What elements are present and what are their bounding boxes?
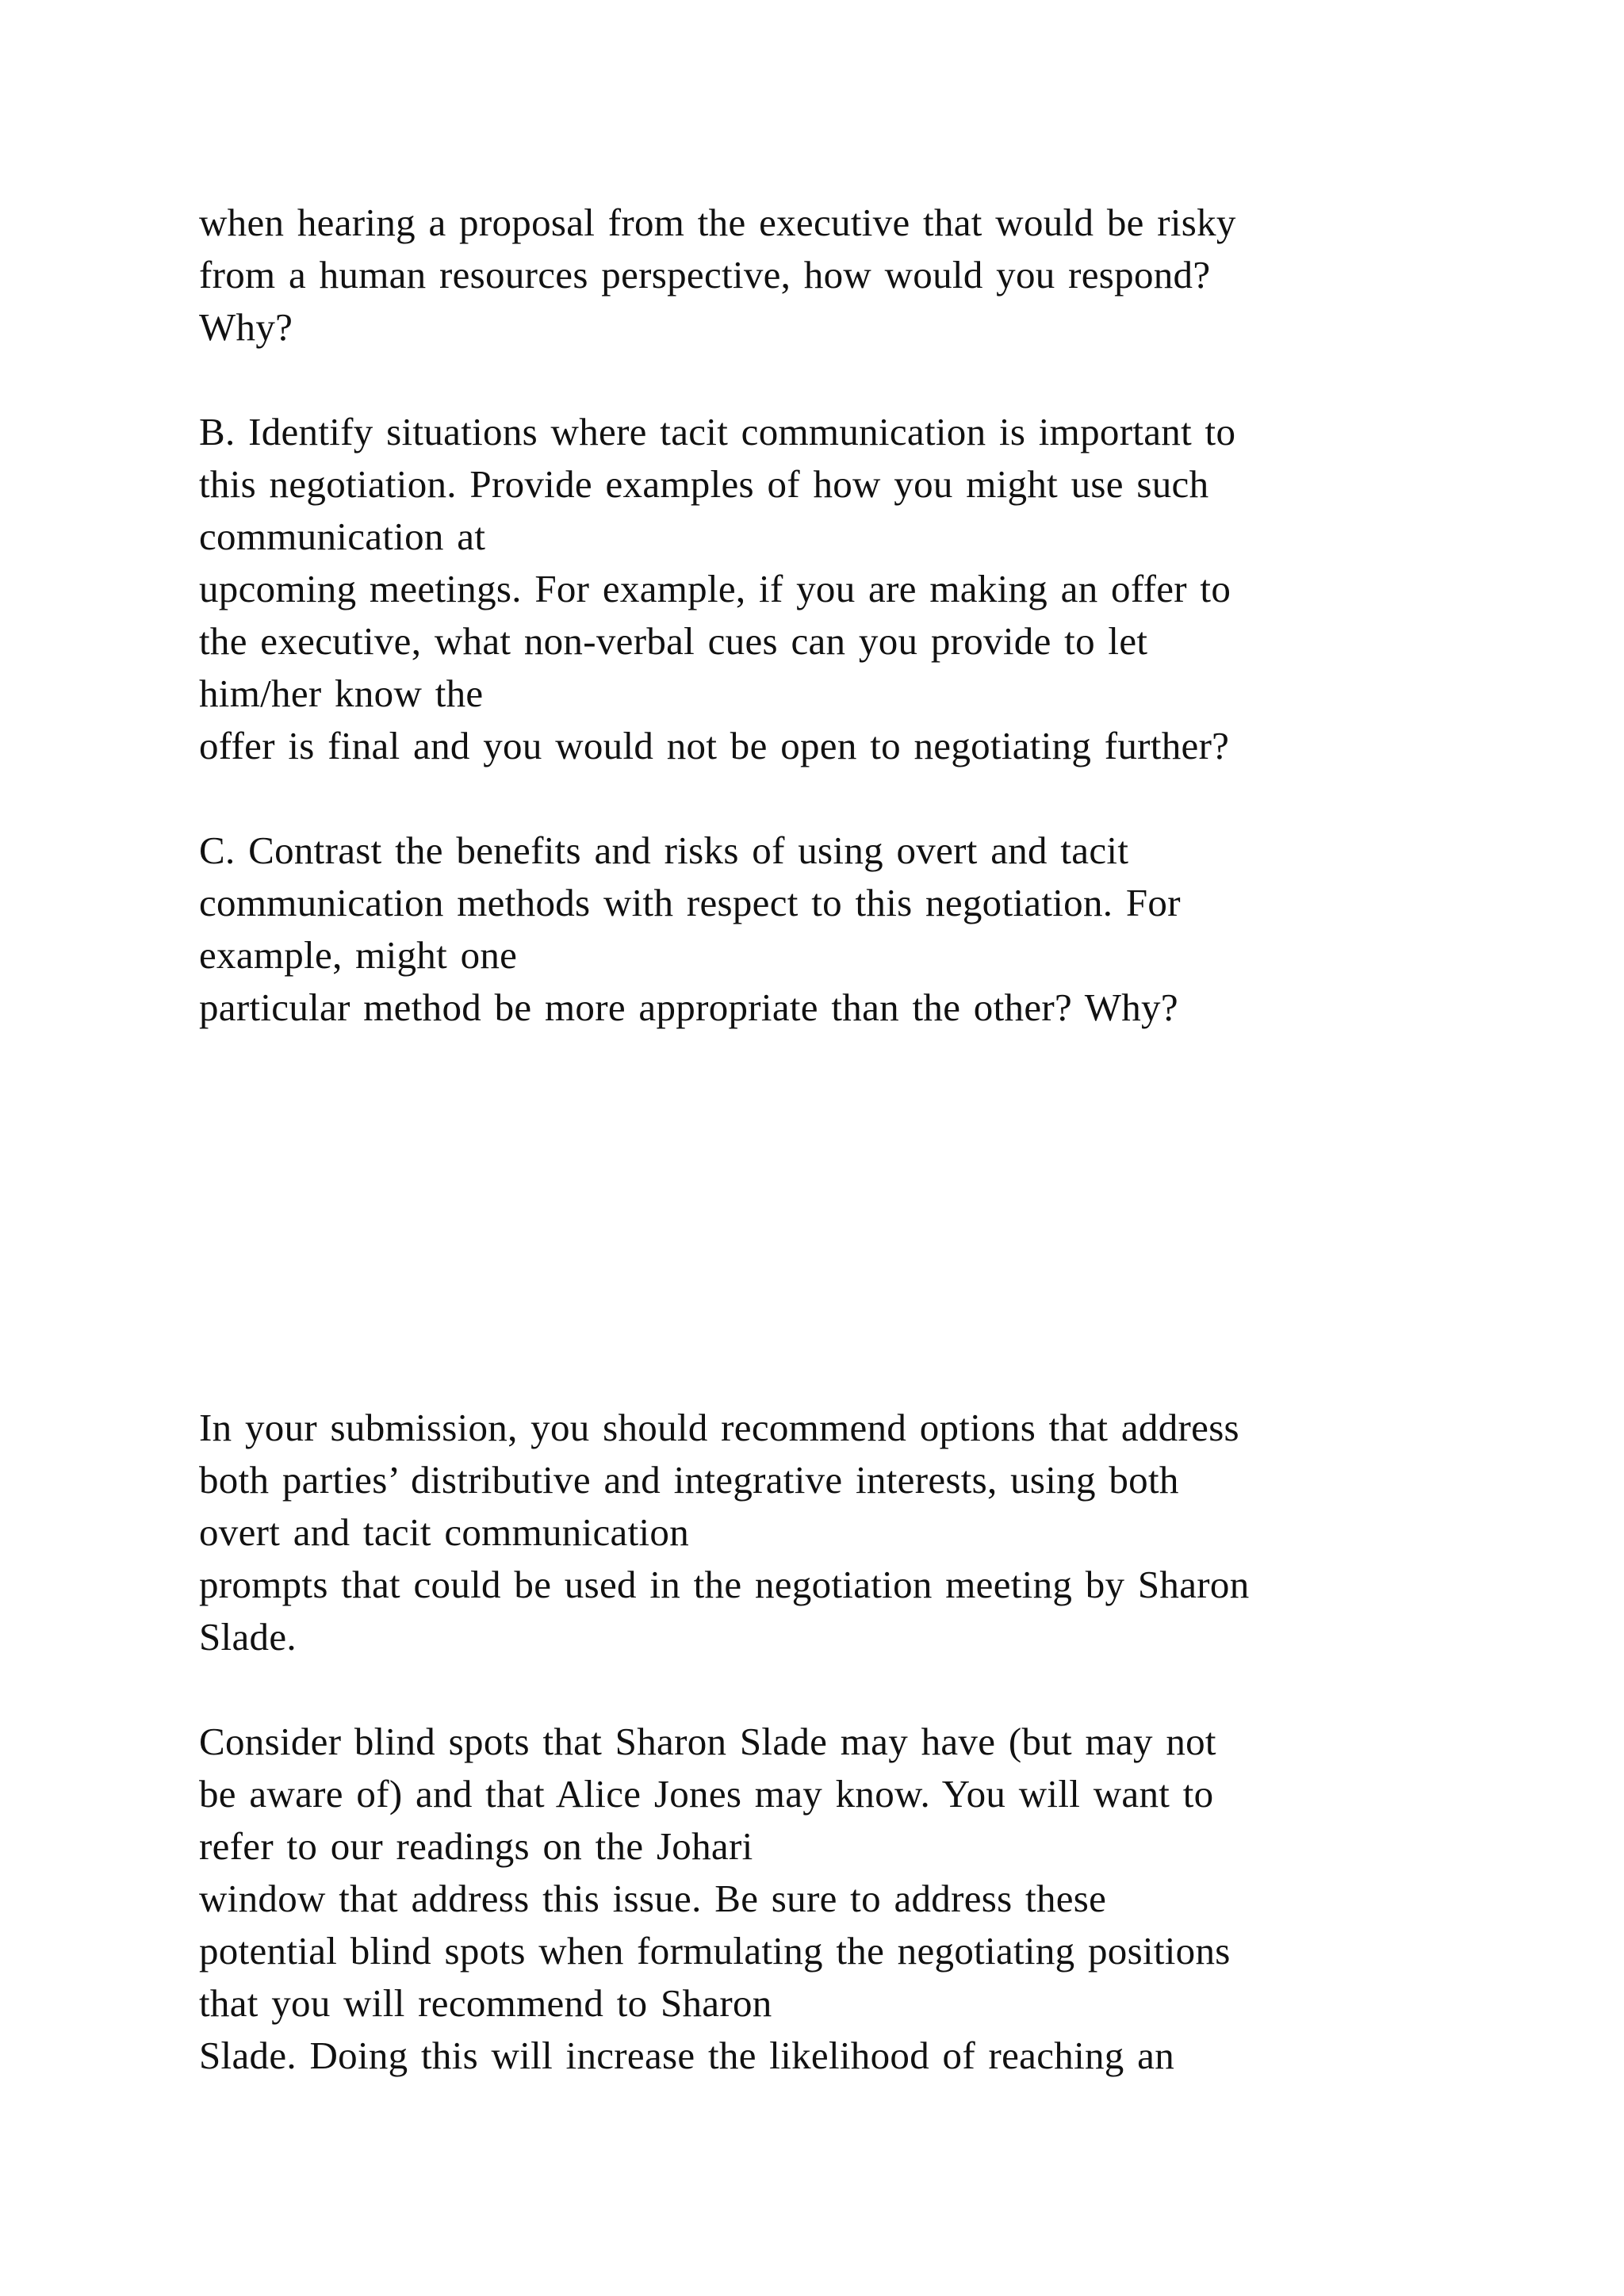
text-line: refer to our readings on the Johari <box>199 1824 753 1868</box>
text-line: C. Contrast the benefits and risks of using overt and tacit <box>199 828 1129 872</box>
text-line: him/her know the <box>199 672 484 715</box>
text-line: overt and tacit communication <box>199 1510 690 1554</box>
text-line: potential blind spots when formulating the negotiating positions <box>199 1929 1231 1973</box>
text-line: Slade. Doing this will increase the likelihood of reaching an <box>199 2034 1174 2077</box>
text-line: the executive, what non-verbal cues can you provide to let <box>199 619 1148 663</box>
text-line: offer is final and you would not be open to negotiating further? <box>199 724 1230 767</box>
text-line: this negotiation. Provide examples of how you might use such <box>199 462 1209 506</box>
text-line: Consider blind spots that Sharon Slade may have (but may not <box>199 1720 1216 1763</box>
text-line: communication methods with respect to this negotiation. For <box>199 881 1181 924</box>
text-line: Why? <box>199 305 293 349</box>
text-line: be aware of) and that Alice Jones may know. You will want to <box>199 1772 1214 1816</box>
text-line: upcoming meetings. For example, if you are making an offer to <box>199 567 1231 610</box>
text-line: both parties’ distributive and integrative interests, using both <box>199 1458 1179 1502</box>
text-line: when hearing a proposal from the executive that would be risky <box>199 201 1236 244</box>
text-line: example, might one <box>199 933 518 977</box>
text-line: communication at <box>199 515 486 558</box>
text-line: particular method be more appropriate than the other? Why? <box>199 985 1178 1029</box>
text-line: prompts that could be used in the negotiation meeting by Sharon <box>199 1563 1250 1606</box>
text-line: Slade. <box>199 1615 297 1659</box>
text-line: In your submission, you should recommend options that address <box>199 1406 1239 1449</box>
text-line: window that address this issue. Be sure to address these <box>199 1877 1107 1920</box>
text-line: B. Identify situations where tacit communication is important to <box>199 410 1236 453</box>
text-line: from a human resources perspective, how would you respond? <box>199 253 1211 297</box>
text-line: that you will recommend to Sharon <box>199 1981 772 2025</box>
